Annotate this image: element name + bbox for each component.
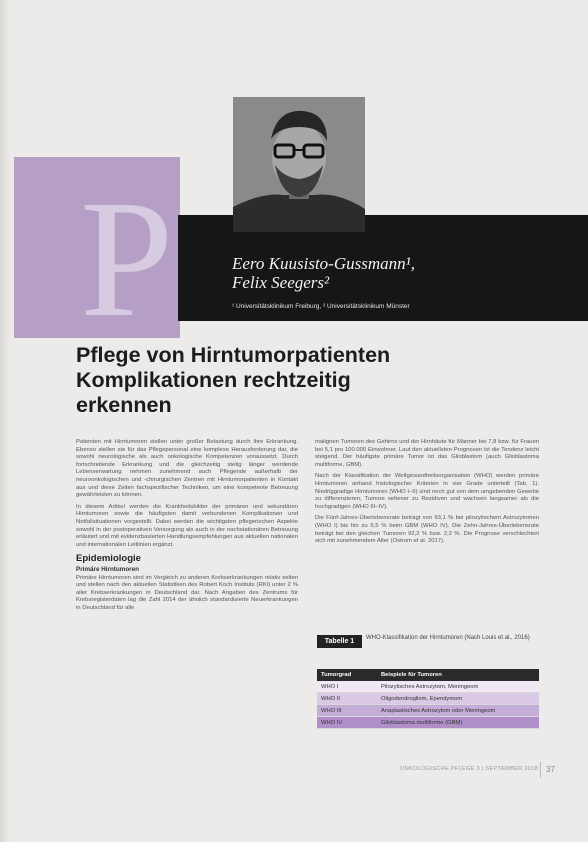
author-photo [233, 97, 365, 232]
intro-paragraph-2: In diesem Artikel werden die Krankheitsbilder der primären und sekundären Hirntumoren sowie die häufigsten damit verbundenen Komplikationen und Notfallsituationen vorgestellt. Dabei werden die wichtigsten pflegerischen Aspekte sowohl in der postoperativen Versorgung als auch in der nachstationären Betreuung erläutert und mit evidenzbasierten Handlungsempfehlungen aus aktuellen nationalen und internationalen Leitlinien ergänzt. [76, 503, 298, 548]
subsection-heading: Primäre Hirntumoren [76, 565, 139, 573]
page-number: 37 [546, 765, 555, 774]
footer-divider [540, 762, 541, 778]
table-cell-example: Anaplastisches Astrozytom oder Meningeom [377, 705, 539, 717]
who-grade-table [317, 669, 539, 729]
title-line-2: Komplikationen rechtzeitig [76, 368, 351, 392]
author-names [232, 254, 415, 292]
table-row [317, 693, 539, 705]
body-paragraph-3: Die Fünf-Jahres-Überlebensrate beträgt von 93,1 % bei pilozytischem Astrozytomen (WHO I) bis hin zu 5,5 % beim GBM (WHO IV). Die Zehn-Jahres-Überlebensrate beträgt bei den gleichen Tumoren 92,2 % bzw. 2,2 %. Die Prognose verschlechtert sich mit zunehmendem Alter (Ostrom et al. 2017). [315, 515, 539, 545]
table-header-examples: Beispiele für Tumoren [377, 669, 539, 681]
table-cell-grade: WHO III [317, 705, 377, 717]
author-2: Felix Seegers² [232, 273, 330, 292]
table-row [317, 681, 539, 693]
table-cell-grade: WHO I [317, 681, 377, 693]
body-paragraph-2: Nach der Klassifikation der Weltgesundheitsorganisation (WHO) werden primäre Hirntumoren anhand histologischer Kriterien in vier Grade unterteilt (Tab. 1). Niedriggradige Hirntumoren (WHO I–II) sind noch gut von dem umgebenden Gewebe zu differenzieren, Tumore seltener zu Rezidiven und wachsen langsamer als die hochgradigen (WHO III–IV). [315, 473, 539, 510]
section-heading: Epidemiologie [76, 553, 141, 565]
table-caption: WHO-Klassifikation der Hirntumoren (Nach Louis et al., 2016) [366, 635, 530, 641]
table-cell-example: Glioblastoma multiforme (GBM) [377, 717, 539, 729]
journal-footer: ONKOLOGISCHE PFLEGE 3 | SEPTEMBER 2018 [400, 766, 539, 772]
left-column [76, 439, 298, 616]
author-affiliations: ¹ Universitätsklinikum Freiburg, ² Universitätsklinikum Münster [232, 303, 410, 310]
title-line-1: Pflege von Hirntumorpatienten [76, 343, 391, 367]
table-cell-example: Pilozytisches Astrozytom, Meningeom [377, 681, 539, 693]
table-row [317, 717, 539, 729]
intro-paragraph-1: Patienten mit Hirntumoren stellen unter großer Belastung durch ihre Erkrankung. Ebenso stellen sie für das Pflegepersonal eine komplexe Herausforderung dar, die sowohl neurologische als auch onkologische Kompetenzen voraussetzt. Durch fortschreitende Erkrankung und die gleichzeitig stetig länger werdende Lebenserwartung nehmen zunehmend auch Pflegende außerhalb der neuroonkologischen und -chirurgischen Zentren mit Hirntumorpatienten in Kontakt aus und diese Zeiten fachspezifischer Techniken, um eine kompetente Betreuung gewährleisten zu können. [76, 439, 298, 499]
article-title [76, 343, 390, 418]
title-line-3: erkennen [76, 393, 172, 417]
table-row [317, 705, 539, 717]
subsection-paragraph: Primäre Hirntumoren sind im Vergleich zu anderen Krebserkrankungen relativ selten und stellen nach den aktuellen Statistiken des Robert Koch Instituts (RKI) unter 2 % aller Krebserkrankungen in Deutschland dar. Nach Angaben des Zentrums für Krebsregisterdaten lag die Zahl 2014 der ähnlich standardisierte Neuerkrankungen in Deutschland für alle [76, 574, 298, 611]
table-cell-grade: WHO IV [317, 717, 377, 729]
author-portrait-icon [233, 97, 365, 232]
right-column [315, 439, 539, 550]
table-header-row [317, 669, 539, 681]
scan-edge-shadow [0, 0, 10, 842]
table-header-grade: Tumorgrad [317, 669, 377, 681]
table-cell-grade: WHO II [317, 693, 377, 705]
table-label: Tabelle 1 [317, 635, 362, 648]
body-paragraph-1: malignen Tumoren des Gehirns und der Hirnhäute für Männer bei 7,8 bzw. für Frauen bei 5,1 pro 100.000 Einwohner. Laut den aktuellsten Prognosen ist die Tendenz leicht steigend. Der häufigste primäre Tumor ist das Glioblastom (auch Glioblastoma multiforme, GBM). [315, 439, 539, 468]
drop-letter: P [80, 166, 174, 352]
author-1: Eero Kuusisto-Gussmann¹, [232, 254, 415, 273]
table-cell-example: Oligodendrogliom, Ependymom [377, 693, 539, 705]
